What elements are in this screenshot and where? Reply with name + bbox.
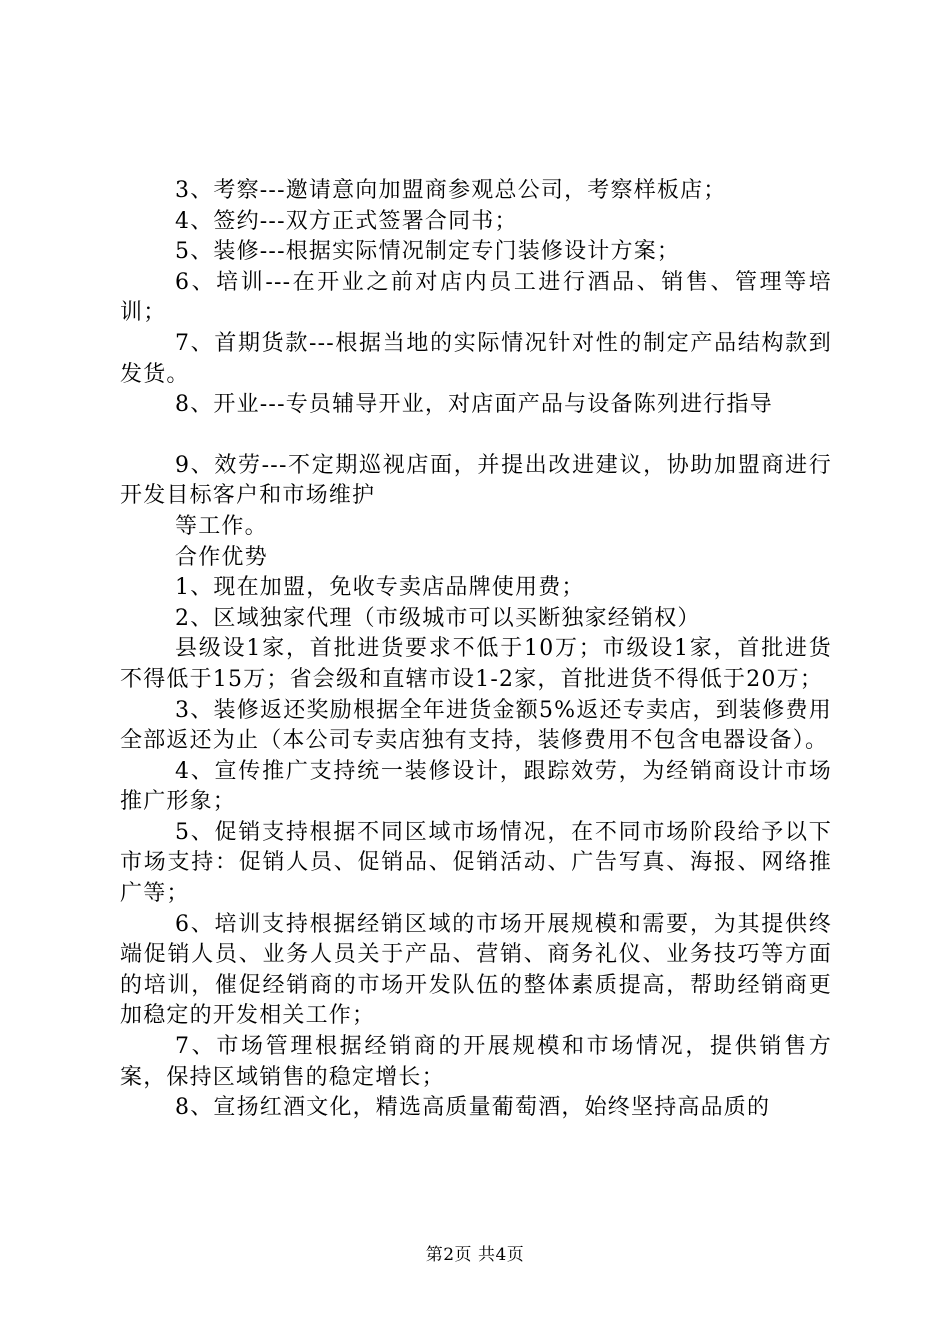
paragraph-step-4: 4、签约---双方正式签署合同书； (175, 208, 518, 234)
page-number: 第2页 共4页 (425, 1245, 525, 1265)
paragraph-advantage-1: 1、现在加盟，免收专卖店品牌使用费； (175, 575, 585, 601)
paragraph-step-5: 5、装修---根据实际情况制定专门装修设计方案； (175, 239, 681, 265)
paragraph-step-3: 3、考察---邀请意向加盟商参观总公司，考察样板店； (175, 178, 727, 203)
paragraph-advantage-8: 8、宣扬红酒文化，精选高质量葡萄酒，始终坚持高品质的 (175, 1095, 771, 1121)
paragraph-step-7: 7、首期货款---根据当地的实际情况针对性的制定产品结构款到发货。 (120, 330, 832, 387)
paragraph-advantage-2-detail: 县级设1家，首批进货要求不低于10万；市级设1家，首批进货不得低于15万；省会级和直辖市设1-2家，首批进货不得低于20万； (120, 636, 832, 692)
paragraph-step-9-continued: 等工作。 (175, 513, 268, 539)
document-body (120, 176, 832, 1124)
section-heading: 合作优势 (175, 544, 268, 570)
paragraph-step-9: 9、效劳---不定期巡视店面，并提出改进建议，协助加盟商进行开发目标客户和市场维护 (120, 452, 832, 509)
paragraph-advantage-3: 3、装修返还奖励根据全年进货金额5%返还专卖店，到装修费用全部返还为止（本公司专卖店独有支持，装修费用不包含电器设备）。 (120, 697, 832, 754)
paragraph-advantage-4: 4、宣传推广支持统一装修设计，跟踪效劳，为经销商设计市场推广形象； (120, 758, 832, 815)
paragraph-advantage-5: 5、促销支持根据不同区域市场情况，在不同市场阶段给予以下市场支持：促销人员、促销品、促销活动、广告写真、海报、网络推广等； (120, 819, 832, 907)
paragraph-step-8: 8、开业---专员辅导开业，对店面产品与设备陈列进行指导 (175, 392, 773, 418)
paragraph-advantage-7: 7、市场管理根据经销商的开展规模和市场情况，提供销售方案，保持区域销售的稳定增长； (120, 1034, 832, 1090)
paragraph-step-6: 6、培训---在开业之前对店内员工进行酒品、销售、管理等培训； (120, 269, 832, 326)
paragraph-advantage-6: 6、培训支持根据经销区域的市场开展规模和需要，为其提供终端促销人员、业务人员关于产品、营销、商务礼仪、业务技巧等方面的培训，催促经销商的市场开发队伍的整体素质提高，帮助经销商更加稳定的开发相关工作； (120, 911, 832, 1029)
page-footer (0, 1243, 950, 1267)
paragraph-advantage-2: 2、区域独家代理（市级城市可以买断独家经销权） (175, 605, 701, 631)
